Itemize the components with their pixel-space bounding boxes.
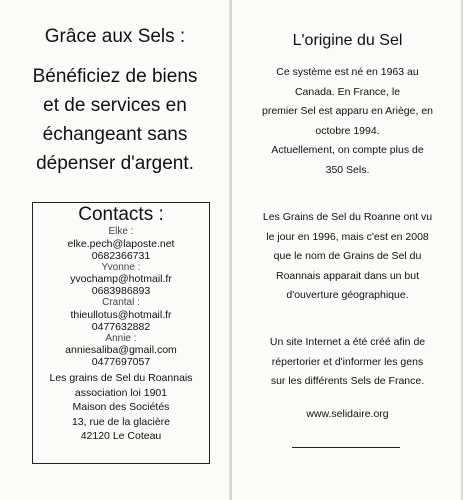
contact-email: yvochamp@hotmail.fr [70, 273, 172, 285]
benefit-line: dépenser d'argent. [36, 153, 194, 174]
right-panel [232, 0, 463, 500]
paragraph-line: Un site Internet a été créé afin de [269, 336, 426, 348]
history-paragraph [236, 63, 459, 180]
paragraph-line: Actuellement, on compte plus de [271, 144, 424, 156]
paragraph-line: premier Sel est apparu en Ariège, en [261, 105, 434, 117]
org-line: Les grains de Sel du Roannais [49, 372, 193, 384]
benefit-line: échangeant sans [42, 124, 188, 145]
contact-name: Yvonne : [101, 261, 141, 273]
org-line: association loi 1901 [74, 386, 168, 399]
benefit-text [0, 62, 230, 178]
website-paragraph [236, 333, 459, 392]
paragraph-line: le jour en 1996, mais c'est en 2008 [266, 230, 429, 243]
local-history-paragraph [236, 208, 459, 306]
org-line: 42120 Le Coteau [80, 430, 162, 442]
benefit-line: Bénéficiez de biens [32, 66, 198, 87]
contact-entry [33, 262, 209, 298]
contact-name: Elke : [108, 226, 134, 237]
paragraph-line: Les Grains de Sel du Roanne ont vu [262, 211, 433, 223]
paragraph-line: Canada. En France, le [294, 85, 401, 98]
contact-email: elke.pech@laposte.net [67, 237, 175, 250]
contact-name: Crantal : [102, 297, 140, 308]
benefit-line: et de services en [43, 95, 187, 116]
paragraph-line: répertorier et d'informer les gens [271, 355, 424, 368]
paragraph-line: Roannais apparait dans un but [275, 269, 420, 282]
left-panel-title: Grâce aux Sels : [44, 26, 186, 47]
signature-line [292, 447, 400, 448]
website-link[interactable]: www.selidaire.org [306, 408, 389, 420]
contact-phone: 0682366731 [91, 249, 151, 262]
paragraph-line: d'ouverture géographique. [286, 289, 409, 301]
contact-phone: 0683986893 [91, 285, 151, 297]
paragraph-line: Ce système est né en 1963 au [276, 66, 419, 78]
contact-phone: 0477632882 [91, 320, 151, 333]
paragraph-line: sur les différents Sels de France. [270, 375, 425, 387]
paragraph-line: 350 Sels. [325, 163, 370, 176]
paragraph-line: que le nom de Grains de Sel du [273, 250, 422, 262]
contact-entry [33, 297, 209, 333]
left-panel [0, 0, 230, 500]
contact-entry [33, 333, 209, 369]
contact-email: thieullotus@hotmail.fr [70, 308, 172, 321]
contacts-box [32, 202, 210, 464]
org-line: Maison des Sociétés [72, 401, 170, 413]
org-line: 13, rue de la glacière [71, 415, 171, 428]
contact-name: Annie : [105, 332, 137, 344]
contact-phone: 0477697057 [91, 356, 151, 368]
organization-address [33, 371, 209, 444]
right-panel-title: L'origine du Sel [292, 32, 403, 49]
paragraph-line: octobre 1994. [315, 124, 380, 137]
contact-email: anniesaliba@gmail.com [65, 344, 177, 356]
contact-entry [33, 226, 209, 262]
contacts-title: Contacts : [78, 204, 164, 225]
